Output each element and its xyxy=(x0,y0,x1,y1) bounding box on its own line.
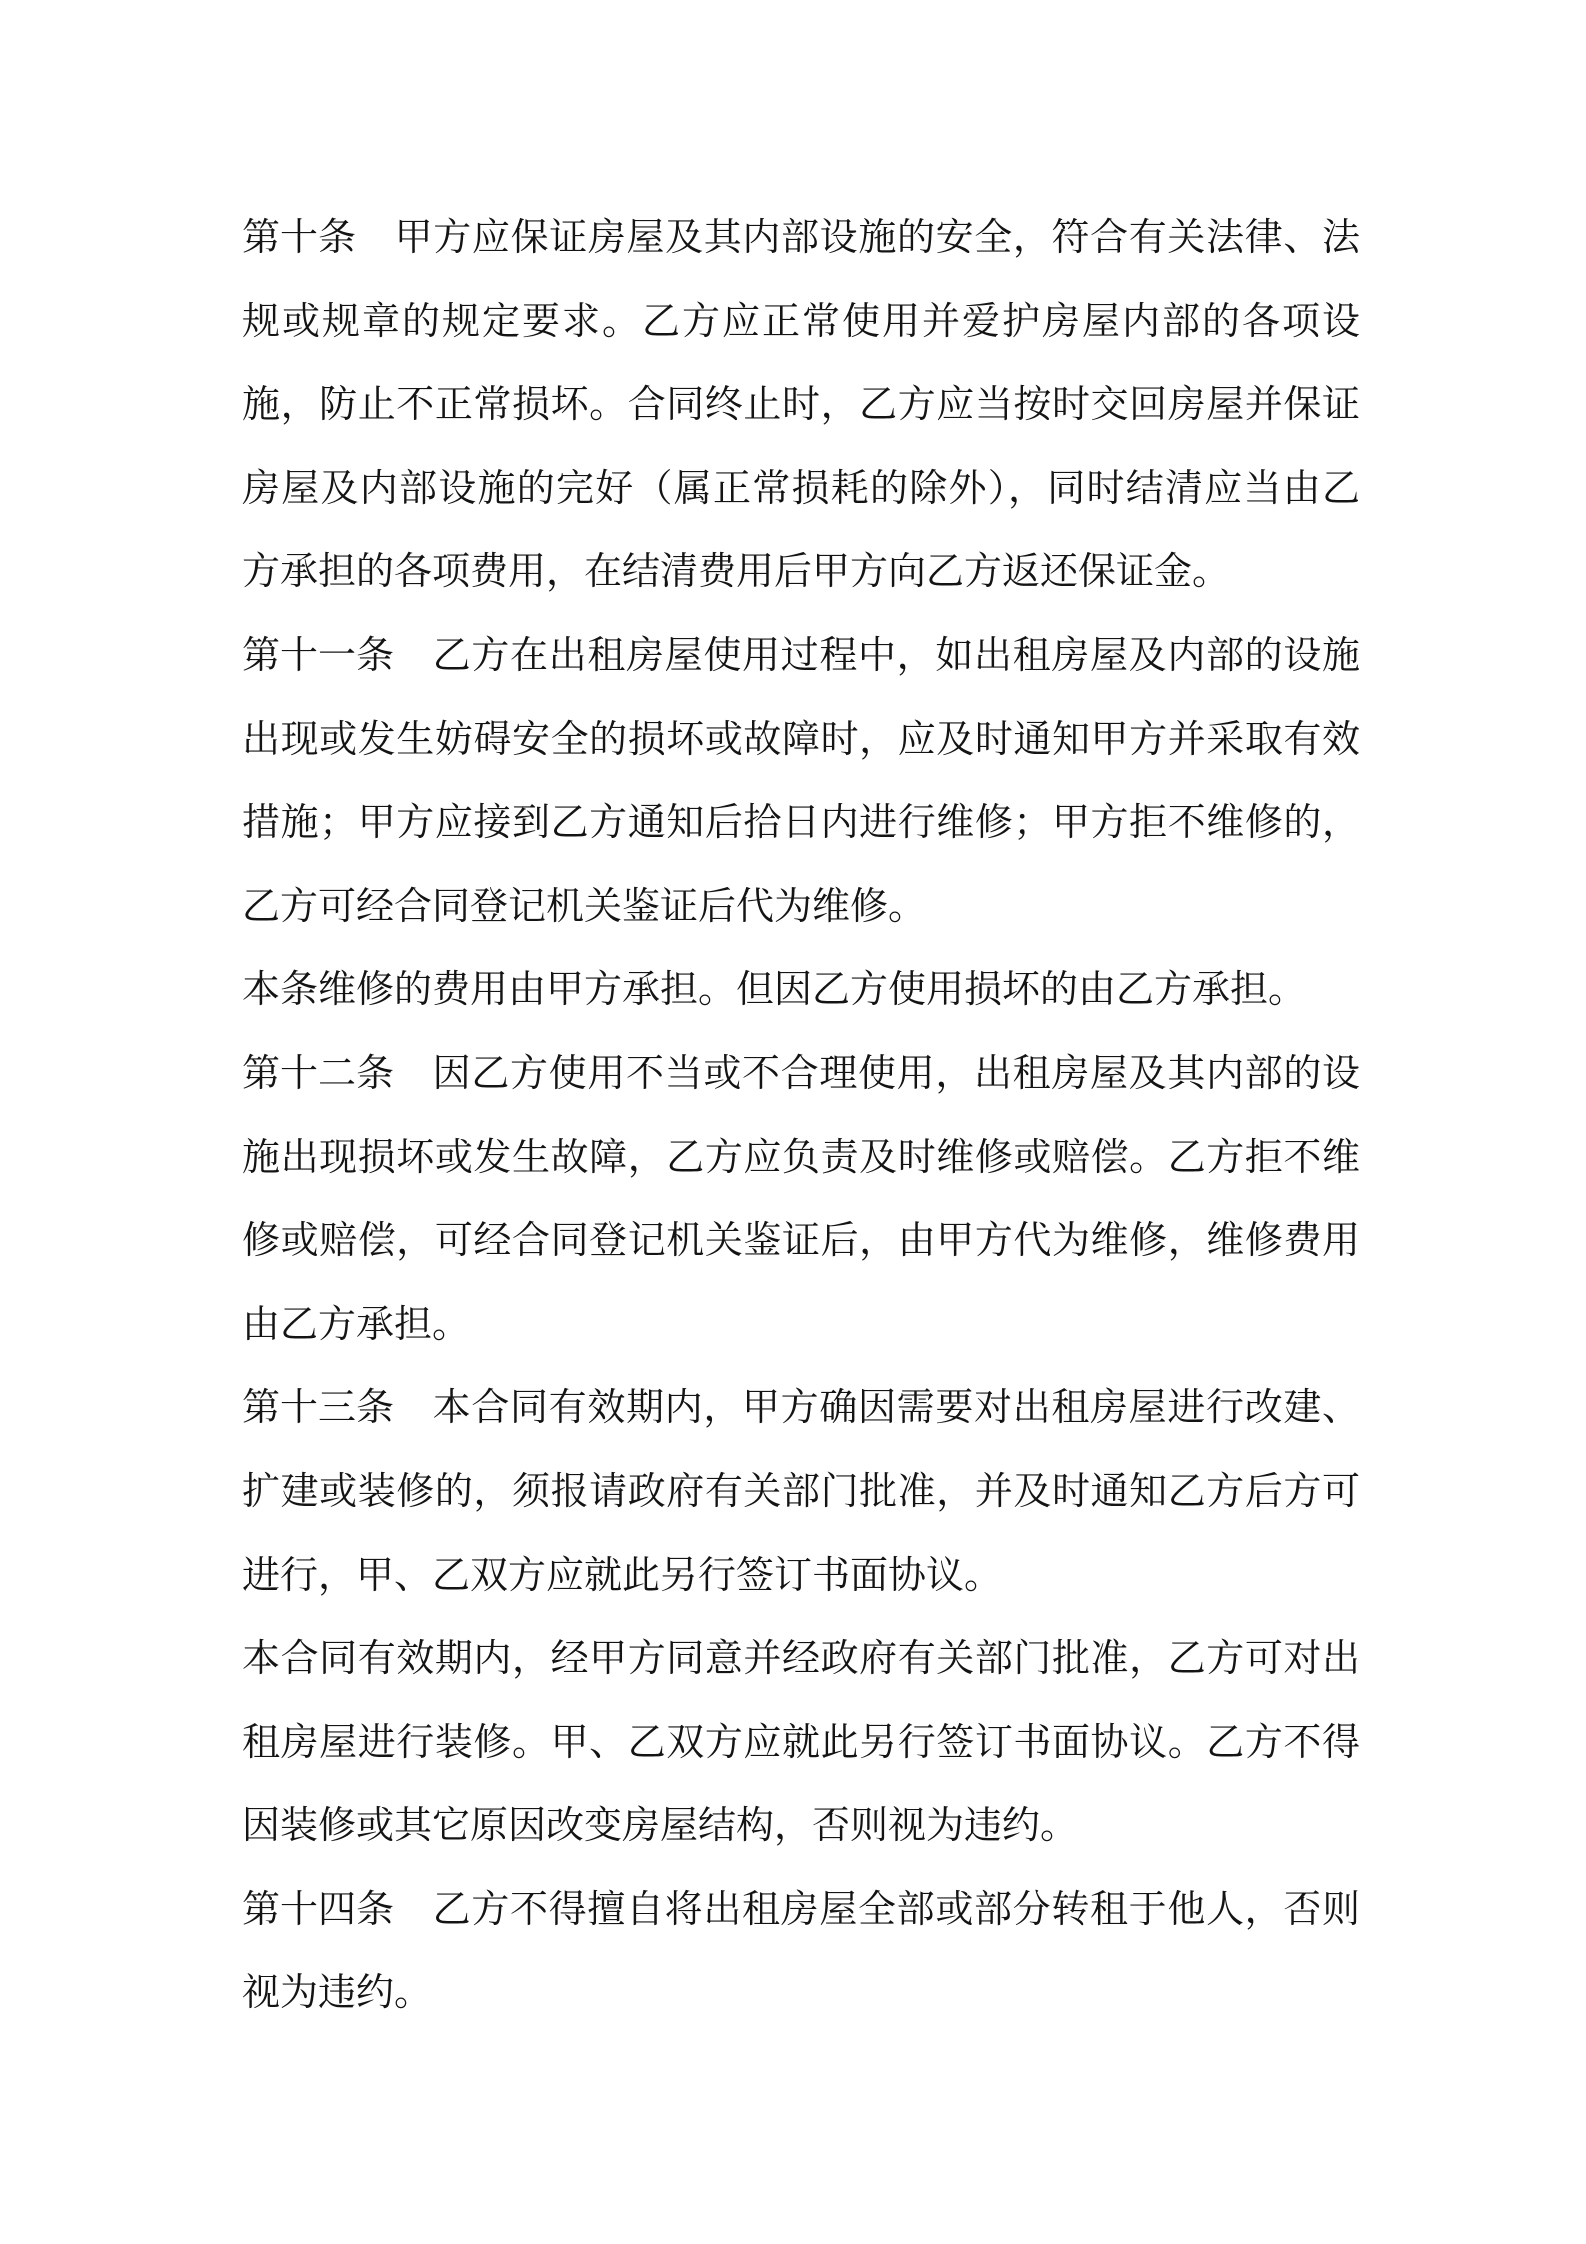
article-10 xyxy=(242,196,1360,614)
paragraph-text: 本条维修的费用由甲方承担。但因乙方使用损坏的由乙方承担。 xyxy=(242,967,1307,1012)
article-14 xyxy=(242,1868,1360,2035)
article-number: 第十一条 xyxy=(242,632,395,677)
article-number: 第十四条 xyxy=(242,1886,395,1931)
article-number: 第十二条 xyxy=(242,1050,395,1095)
article-11-note xyxy=(242,948,1360,1032)
article-11 xyxy=(242,614,1360,948)
article-text: 甲方应保证房屋及其内部设施的安全，符合有关法律、法规或规章的规定要求。乙方应正常使用并爱护房屋内部的各项设施，防止不正常损坏。合同终止时，乙方应当按时交回房屋并保证房屋及内部设施的完好（属正常损耗的除外），同时结清应当由乙方承担的各项费用，在结清费用后甲方向乙方返还保证金。 xyxy=(242,215,1360,594)
article-text: 乙方不得擅自将出租房屋全部或部分转租于他人，否则视为违约。 xyxy=(242,1886,1360,2015)
article-12 xyxy=(242,1032,1360,1366)
article-number: 第十条 xyxy=(242,215,357,259)
article-text: 因乙方使用不当或不合理使用，出租房屋及其内部的设施出现损坏或发生故障，乙方应负责及时维修或赔偿。乙方拒不维修或赔偿，可经合同登记机关鉴证后，由甲方代为维修，维修费用由乙方承担。 xyxy=(242,1050,1360,1346)
paragraph-text: 本合同有效期内，经甲方同意并经政府有关部门批准，乙方可对出租房屋进行装修。甲、乙双方应就此另行签订书面协议。乙方不得因装修或其它原因改变房屋结构，否则视为违约。 xyxy=(242,1636,1360,1848)
article-text: 乙方在出租房屋使用过程中，如出租房屋及内部的设施出现或发生妨碍安全的损坏或故障时，应及时通知甲方并采取有效措施；甲方应接到乙方通知后拾日内进行维修；甲方拒不维修的，乙方可经合同登记机关鉴证后代为维修。 xyxy=(242,632,1360,928)
article-13-note xyxy=(242,1617,1360,1868)
article-number: 第十三条 xyxy=(242,1385,395,1430)
article-13 xyxy=(242,1366,1360,1617)
contract-body xyxy=(242,196,1360,2035)
article-text: 本合同有效期内，甲方确因需要对出租房屋进行改建、扩建或装修的，须报请政府有关部门批准，并及时通知乙方后方可进行，甲、乙双方应就此另行签订书面协议。 xyxy=(242,1385,1360,1597)
